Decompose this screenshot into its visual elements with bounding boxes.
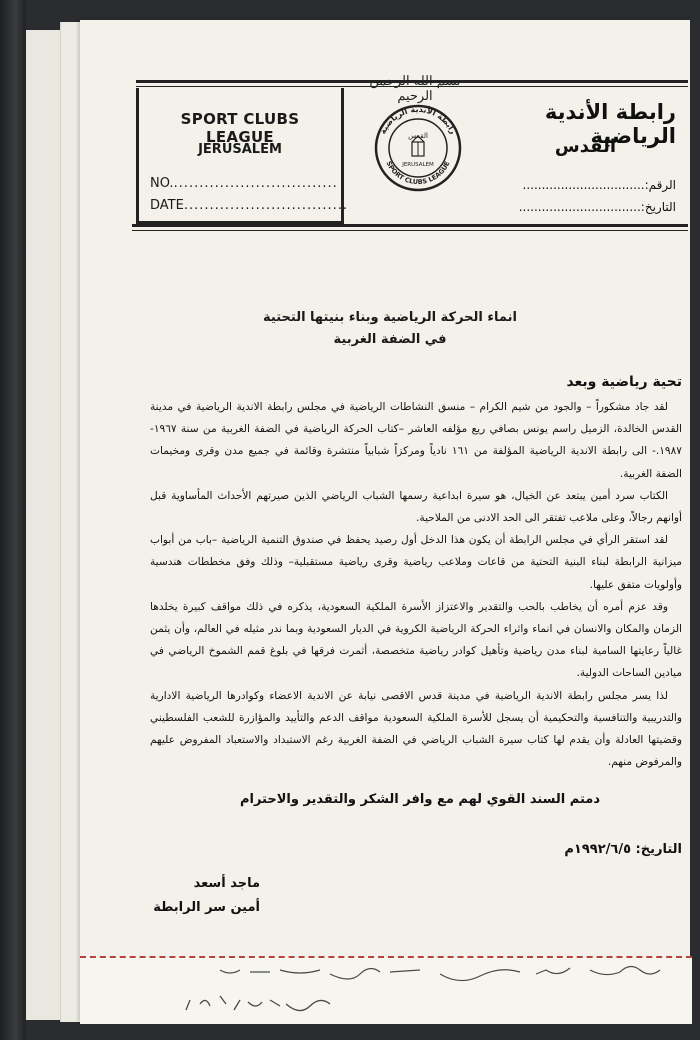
arabic-date-field [476, 200, 676, 214]
arabic-org-name: رابطة الأندية الرياضية [544, 100, 676, 148]
english-number-field [150, 176, 338, 191]
letter-body [150, 396, 682, 773]
letter-paragraph: الكتاب سرد أمين يبتعد عن الخيال، هو سيرة ابداعية رسمها الشباب الرياضي الذين صيرتهم الأحداث المأساوية قبل أوانهم رجالاً، وعلى ملاعب تفتقر الى الحد الادنى من الملاحية. [150, 489, 682, 525]
handwritten-scribble-icon [100, 960, 680, 1020]
letter-title-line-1: انماء الحركة الرياضية وبناء بنيتها التحتية [263, 310, 517, 325]
signatory-title: أمين سر الرابطة [153, 900, 260, 915]
english-date-field [150, 198, 348, 213]
binder-spine [0, 0, 26, 1040]
seal-arabic-city: القدس [408, 132, 428, 140]
english-date-label: DATE [150, 198, 184, 213]
basmala: بسم الله الرحمن الرحيم [369, 74, 461, 104]
arabic-number-dots: ................................ [522, 178, 645, 192]
letter-title-line-2: في الضفة الغربية [333, 332, 447, 347]
letter-paragraph: وقد عزم أمره أن يخاطب بالحب والتقدير والاعتزاز الأسرة الملكية السعودية، يذكره في ذلك مواقف كبيرة يخلدها الزمان والمكان والانسان في انماء واثراء الحركة الرياضية الكروية في الديار السعودية وبما ندر مثيله في العالم، وأن يثمن غالياً رعايتها السامية لبناء مدن رياضية وتأهيل كوادر رياضية متخصصة، أثمرت فرقها في بلوغ قمم الشموخ الرياضي في ميادين الساحات الدولية. [150, 600, 682, 680]
signatory-name: ماجد أسعد [193, 876, 260, 891]
league-seal-icon [372, 104, 464, 192]
scan-top-border [0, 0, 700, 20]
letter-greeting: تحية رياضية وبعد [566, 374, 682, 390]
arabic-date-dots: ................................ [518, 200, 641, 214]
arabic-city: القدس [554, 136, 616, 157]
letter-paragraph: لقد استقر الرأي في مجلس الرابطة أن يكون هذا الدخل أول رصيد يحفظ في صندوق التنمية الرياضية –باب من أبواب ميزانية الرابطة لبناء البنية التحتية من قاعات وملاعب رياضية وقرى رياضية مستقبلية– وذلك وفق مخططات هندسية وأولويات متفق عليها. [150, 534, 682, 591]
letterhead-rule-bottom [132, 224, 688, 227]
letter-paragraph: لذا يسر مجلس رابطة الاندية الرياضية في مدينة قدس الاقصى نيابة عن الاندية الاعضاء وكوادرها الرياضية الادارية والتدريبية والتنافسية والتحكيمية أن يسجل للأسرة الملكية السعودية مواقف الدعم والتأييد والمؤازرة للشعب الفلسطيني وقضيتها العادلة وأن يقدم لها كتاب سيرة الشباب الرياضي في الضفة الغربية رغم الاستبداد والاستعباد المفروض عليهم والمرفوض منهم. [150, 689, 682, 769]
letter-paragraph: لقد جاد مشكوراً – والجود من شيم الكرام – منسق النشاطات الرياضية في مجلس رابطة الاندية الرياضية في مدينة القدس الخالدة، الزميل راسم يونس بصافي ريع مؤلفه العاشر –كتاب الحركة الرياضية في الضفة الغربية من سنة ١٩٦٧- ١٩٨٧.- الى رابطة الاندية الرياضية المؤلفة من ١٦١ نادياً ومركزاً شبابياً منتشرة وقائمة في جميع مدن وقرى ومخيمات الضفة الغربية. [150, 401, 682, 480]
english-date-dots: ................................ [183, 198, 349, 213]
arabic-date-label: التاريخ: [640, 200, 676, 214]
letterhead-rule-bottom-thin [132, 230, 688, 231]
letter-closing: دمتم السند القوي لهم مع وافر الشكر والتقدير والاحترام [239, 792, 600, 807]
english-number-label: NO. [150, 176, 174, 191]
scan-right-border [690, 0, 700, 1040]
seal-top-text: رابطة الأندية الرياضية [378, 104, 458, 136]
seal-bottom-text: SPORT CLUBS LEAGUE [384, 159, 452, 187]
english-number-dots: ................................ [173, 176, 338, 191]
english-city: JERUSALEM [198, 142, 282, 157]
arabic-number-label: الرقم: [644, 178, 676, 192]
arabic-number-field [476, 178, 676, 192]
letter-date: التاريخ: ١٩٩٢/٦/٥م [564, 842, 682, 857]
seal-english-city: JERUSALEM [402, 162, 434, 168]
english-org-name: SPORT CLUBS LEAGUE [180, 110, 300, 146]
